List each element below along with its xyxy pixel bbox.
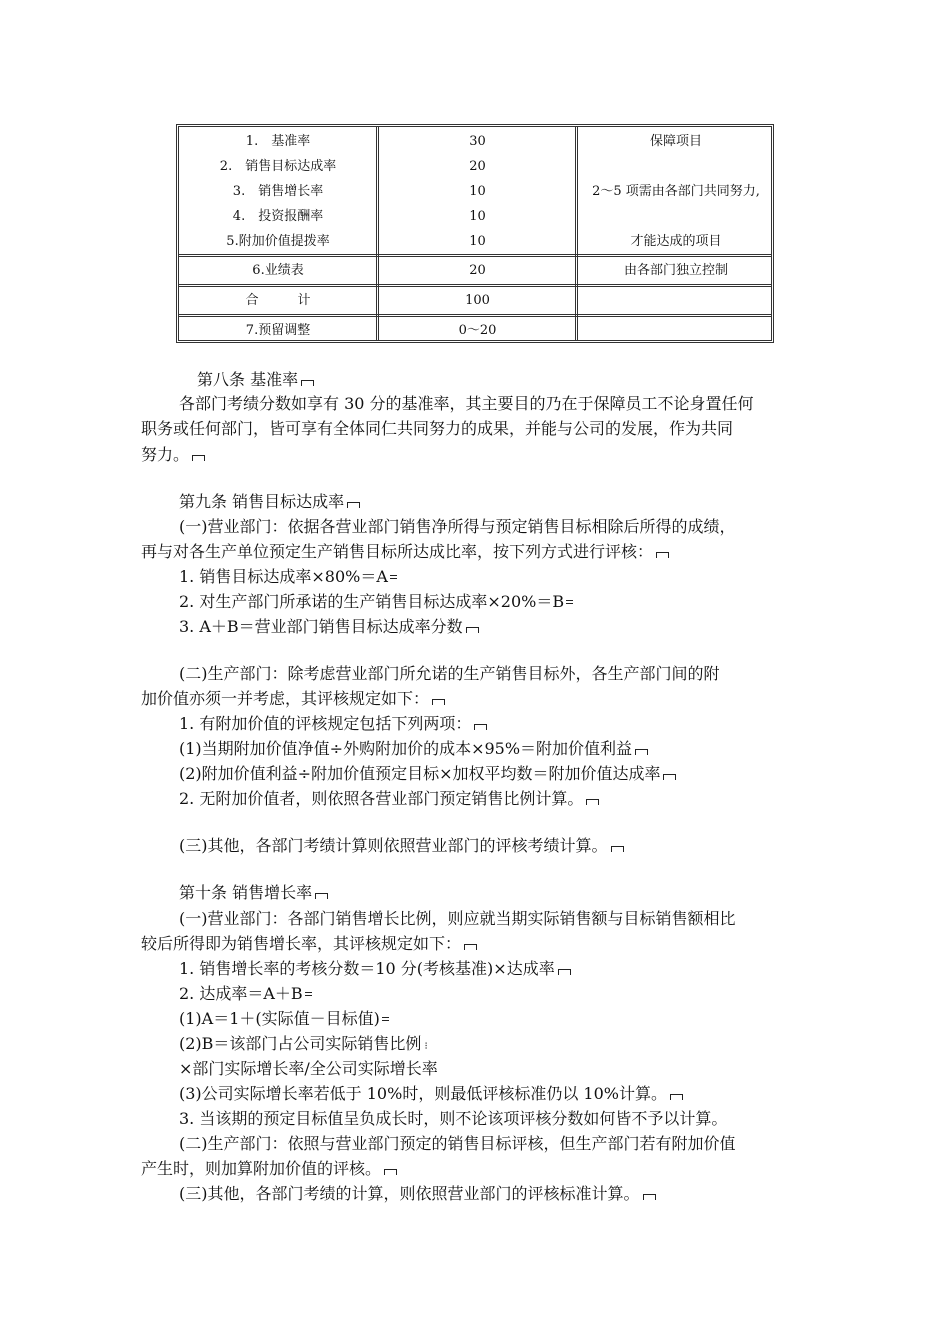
table-remark-cell: 由各部门独立控制 [623, 263, 728, 278]
table-score-cell: 20 [469, 263, 486, 278]
table-remark-cell: 2～5 项需由各部门共同努力, [592, 184, 760, 199]
table-item-cell: 5.附加价值提拨率 [226, 234, 330, 249]
paragraph-mark [347, 502, 360, 508]
list-item: (3)公司实际增长率若低于 10%时，则最低评核标准仍以 10%计算。 [179, 1083, 683, 1105]
list-item: 1. 销售目标达成率×80%＝A [179, 566, 397, 588]
paragraph-line: (二)生产部门：依照与营业部门预定的销售目标评核，但生产部门若有附加价值 [179, 1134, 736, 1153]
paragraph-mark [315, 893, 328, 899]
table-row-divider [179, 254, 771, 257]
list-item: (1)A＝1＋(实际值－目标值) [179, 1008, 389, 1030]
paragraph-mark [390, 575, 397, 579]
paragraph-mark [558, 969, 571, 975]
paragraph-line: (一)营业部门：各部门销售增长比例，则应就当期实际销售额与目标销售额相比 [179, 909, 736, 928]
table-total-score: 100 [465, 293, 490, 308]
table-remark-cell: 才能达成的项目 [630, 234, 722, 249]
table-item-cell: 3. 销售增长率 [232, 184, 324, 199]
list-item: 2. 达成率＝A＋B [179, 983, 312, 1005]
paragraph-line: (三)其他，各部门考绩的计算，则依照营业部门的评核标准计算。 [179, 1183, 656, 1205]
table-score-cell: 20 [469, 159, 486, 174]
paragraph-mark [382, 1017, 389, 1021]
list-item: 1. 有附加价值的评核规定包括下列两项： [179, 713, 487, 735]
table-item-cell: 6.业绩表 [252, 263, 304, 278]
paragraph-mark [566, 600, 573, 604]
table-item-cell: 4. 投资报酬率 [232, 209, 324, 224]
table-item-cell: 1. 基准率 [245, 134, 311, 149]
paragraph-mark [586, 799, 599, 805]
paragraph-mark [474, 724, 487, 730]
table-row-divider [179, 284, 771, 287]
list-item: (2)附加价值利益÷附加价值预定目标×加权平均数＝附加价值达成率 [179, 763, 676, 785]
paragraph-line: 产生时，则加算附加价值的评核。 [141, 1158, 397, 1180]
list-item: (1)当期附加价值净值÷外购附加价的成本×95%＝附加价值利益 [179, 738, 648, 760]
list-item: 2. 对生产部门所承诺的生产销售目标达成率×20%＝B [179, 591, 573, 613]
paragraph-mark [384, 1169, 397, 1175]
paragraph-line: (二)生产部门：除考虑营业部门所允诺的生产销售目标外，各生产部门间的附 [179, 664, 720, 683]
paragraph-line: 较后所得即为销售增长率，其评核规定如下： [141, 933, 477, 955]
paragraph-mark [301, 380, 314, 386]
table-score-cell: 10 [469, 234, 486, 249]
list-item: (2)B＝该部门占公司实际销售比例 ⁝ [179, 1033, 428, 1058]
list-item: 1. 销售增长率的考核分数＝10 分(考核基准)×达成率 [179, 958, 571, 980]
table-total-label: 合 计 [245, 293, 311, 308]
list-item: 2. 无附加价值者，则依照各营业部门预定销售比例计算。 [179, 788, 599, 810]
paragraph-line: 加价值亦须一并考虑，其评核规定如下： [141, 688, 445, 710]
paragraph-line: (三)其他，各部门考绩计算则依照营业部门的评核考绩计算。 [179, 835, 624, 857]
paragraph-mark [432, 699, 445, 705]
paragraph-mark [466, 627, 479, 633]
table-row-divider [179, 314, 771, 317]
list-item: 3. A＋B＝营业部门销售目标达成率分数 [179, 616, 479, 638]
table-score-cell: 0～20 [458, 323, 497, 338]
table-score-cell: 30 [469, 134, 486, 149]
list-item: ×部门实际增长率/全公司实际增长率 [179, 1059, 438, 1078]
paragraph-line: 职务或任何部门，皆可享有全体同仁共同努力的成果，并能与公司的发展，作为共同 [141, 419, 734, 438]
score-table [176, 124, 774, 343]
paragraph-mark [656, 552, 669, 558]
paragraph-mark [464, 944, 477, 950]
paragraph-line: 各部门考绩分数如享有 30 分的基准率，其主要目的乃在于保障员工不论身置任何 [179, 394, 754, 413]
paragraph-mark: ⁝ [424, 1041, 428, 1052]
article-heading: 第九条 销售目标达成率 [179, 491, 360, 513]
paragraph-mark [643, 1194, 656, 1200]
paragraph-line: (一)营业部门：依据各营业部门销售净所得与预定销售目标相除后所得的成绩， [179, 517, 736, 536]
paragraph-mark [192, 455, 205, 461]
paragraph-mark [670, 1094, 683, 1100]
table-item-cell: 2. 销售目标达成率 [219, 159, 337, 174]
paragraph-mark [663, 774, 676, 780]
table-remark-cell: 保障项目 [649, 134, 702, 149]
paragraph-line: 再与对各生产单位预定生产销售目标所达成比率，按下列方式进行评核： [141, 541, 669, 563]
list-item: 3. 当该期的预定目标值呈负成长时，则不论该项评核分数如何皆不予以计算。 [179, 1109, 728, 1128]
article-heading: 第八条 基准率 [197, 369, 314, 391]
article-heading: 第十条 销售增长率 [179, 882, 328, 904]
paragraph-mark [635, 749, 648, 755]
table-item-cell: 7.预留调整 [245, 323, 311, 338]
table-score-cell: 10 [469, 209, 486, 224]
paragraph-mark [305, 992, 312, 996]
paragraph-mark [611, 846, 624, 852]
paragraph-line: 努力。 [141, 444, 205, 466]
table-score-cell: 10 [469, 184, 486, 199]
